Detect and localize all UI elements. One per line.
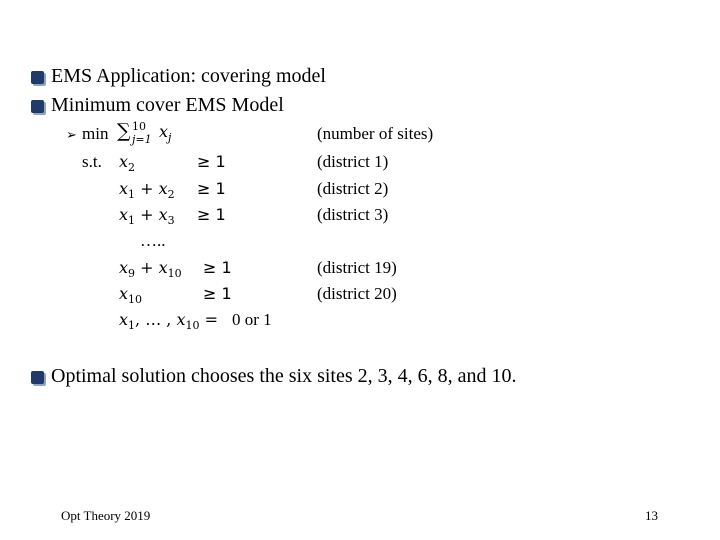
bullet-text: Optimal solution chooses the six sites 2, 3, 4, 6, 8, and 10.: [51, 365, 517, 387]
sum-upper-limit: 10: [132, 120, 146, 133]
constraint-19-note: (district 19): [317, 258, 397, 277]
checkbox-bullet-icon: [31, 371, 44, 384]
binary-constraint-lhs: $x_1$, … , $x_{10}$ =: [119, 310, 218, 333]
binary-constraint-rhs: 0 or 1: [232, 310, 272, 329]
footer-course: Opt Theory 2019: [61, 508, 151, 523]
constraint-2-lhs: $x_1 + x_2$: [119, 179, 175, 202]
constraint-1-lhs: $x_2$: [119, 152, 136, 175]
constraint-20-lhs: $x_{10}$: [119, 284, 143, 307]
sum-symbol: ∑: [117, 120, 131, 142]
constraint-3-lhs: $x_1 + x_3$: [119, 205, 175, 228]
constraint-20-note: (district 20): [317, 284, 397, 303]
constraint-3-rel: ≥ 1: [197, 205, 226, 224]
arrow-bullet-icon: ➢: [66, 128, 77, 143]
objective-term: $x_j$: [159, 122, 172, 145]
bullet-text: EMS Application: covering model: [51, 65, 326, 87]
constraint-19-lhs: $x_9 + x_{10}$: [119, 258, 182, 281]
constraint-2-rel: ≥ 1: [197, 179, 226, 198]
page-number: 13: [645, 508, 658, 523]
checkbox-bullet-icon: [31, 100, 44, 113]
objective-note: (number of sites): [317, 124, 434, 143]
sum-lower-limit: j=1: [132, 133, 152, 146]
constraint-20-rel: ≥ 1: [203, 284, 232, 303]
constraint-1-rel: ≥ 1: [197, 152, 226, 171]
checkbox-bullet-icon: [31, 71, 44, 84]
bullet-optimal-solution: [31, 365, 517, 387]
constraint-3-note: (district 3): [317, 205, 389, 224]
constraint-2-note: (district 2): [317, 179, 389, 198]
ellipsis: …..: [140, 231, 166, 250]
bullet-ems-application: [31, 65, 326, 87]
objective-sum: [117, 120, 172, 146]
constraint-19-rel: ≥ 1: [203, 258, 232, 277]
bullet-text: Minimum cover EMS Model: [51, 94, 284, 116]
st-label: s.t.: [82, 152, 102, 171]
min-label: min: [82, 124, 109, 143]
constraint-1-note: (district 1): [317, 152, 389, 171]
bullet-minimum-cover: [31, 94, 284, 116]
